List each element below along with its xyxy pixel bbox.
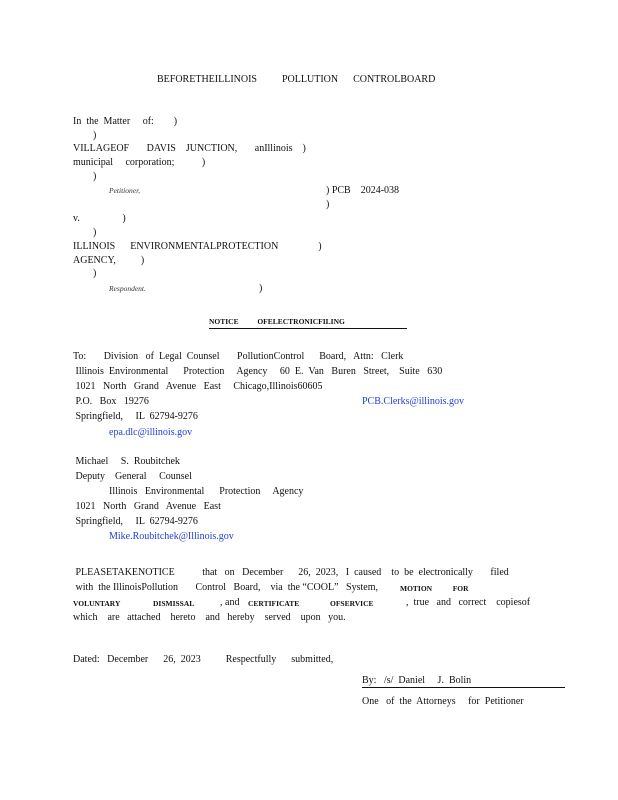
dated-line: Dated: December 26, 2023 Respectfully submitted, [73,654,334,665]
caption-petitioner: Petitioner, [109,186,141,195]
caption-agency: AGENCY, ) [73,255,145,266]
addressee-agency: Illinois Environmental Protection Agency [109,486,304,497]
epa-dlc-email-link[interactable]: epa.dlc@illinois.gov [109,427,193,438]
to-line-1: To: Division of Legal Counsel PollutionControl Board, Attn: Clerk [73,351,404,362]
caption-municipal: municipal corporation; ) [73,157,206,168]
dismissal-text: DISMISSAL [153,599,195,608]
caption-paren: ) [93,171,97,182]
to-line-3: 1021 North Grand Avenue East Chicago,Illinois60605 [73,381,323,392]
addressee-name: Michael S. Roubitchek [73,456,180,467]
caption-paren: ) [326,199,330,210]
caption-paren: ) [93,268,97,279]
addressee-city: Springfield, IL 62794-9276 [73,516,198,527]
signature-by-line: By: /s/ Daniel J. Bolin [362,675,472,686]
notice-body-line-2: with the IllinoisPollution Control Board, via the “COOL” System, [73,582,378,593]
caption-illinois-epa: ILLINOIS ENVIRONMENTALPROTECTION ) [73,241,322,252]
caption-paren: ) [93,227,97,238]
document-heading: BEFORETHEILLINOIS POLLUTION CONTROLBOARD [157,74,436,85]
voluntary-text: VOLUNTARY [73,599,121,608]
caption-versus: v. ) [73,213,126,224]
roubitchek-email-link[interactable]: Mike.Roubitchek@Illinois.gov [109,531,234,542]
caption-respondent: Respondent. [109,284,146,293]
caption-matter: In the Matter of: ) [73,116,178,127]
caption-village: VILLAGEOF DAVIS JUNCTION, anIllinois ) [73,143,306,154]
pcb-clerks-email-link[interactable]: PCB.Clerks@illinois.gov [362,396,465,407]
to-line-5: Springfield, IL 62794-9276 [73,411,198,422]
caption-paren: ) [259,283,263,294]
signature-underline [362,687,565,688]
caption-paren: ) [93,130,97,141]
of-service-text: OFSERVICE [330,599,374,608]
certificate-text: CERTIFICATE [248,599,300,608]
addressee-street: 1021 North Grand Avenue East [73,501,221,512]
notice-body-line-1: PLEASETAKENOTICE that on December 26, 2023, I caused to be electronically filed [73,567,509,578]
motion-for-text: MOTION FOR [400,584,469,593]
to-line-4: P.O. Box 19276 [73,396,149,407]
notice-body-line-3-tail: , true and correct copiesof [406,597,531,608]
and-text: , and [220,597,240,608]
addressee-title: Deputy General Counsel [73,471,192,482]
attorney-line: One of the Attorneys for Petitioner [362,696,524,707]
notice-title-underline [209,328,407,329]
to-line-2: Illinois Environmental Protection Agency 60 E. Van Buren Street, Suite 630 [73,366,443,377]
notice-title: NOTICE OFELECTRONICFILING [209,317,345,326]
notice-body-line-4: which are attached hereto and hereby served upon you. [73,612,346,623]
caption-pcb-number: ) PCB 2024-038 [326,185,400,196]
